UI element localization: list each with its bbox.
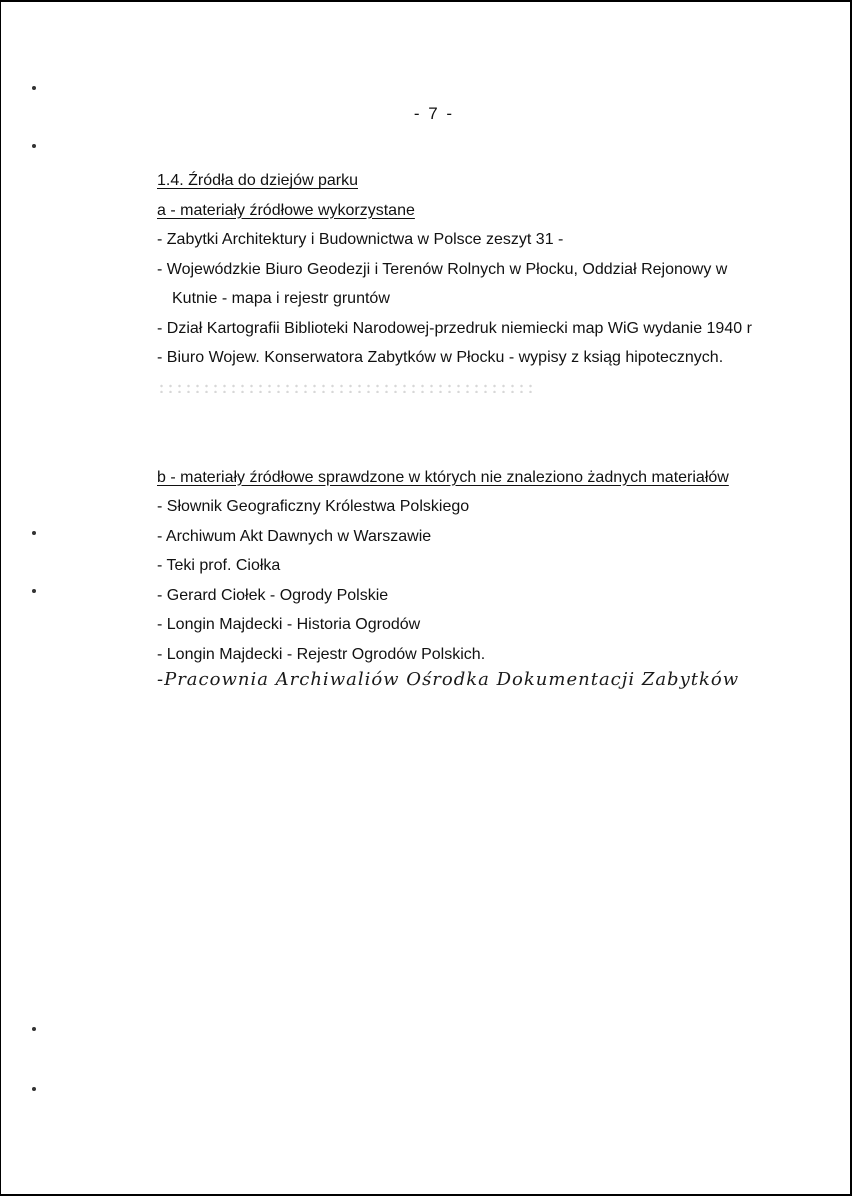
subsection-b-title: b - materiały źródłowe sprawdzone w których nie znaleziono żadnych materiałów [157,468,729,486]
list-item: - Teki prof. Ciołka [157,557,281,574]
page-number: - 7 - [413,104,455,123]
list-item: - Longin Majdecki - Historia Ogrodów [157,616,421,633]
spacer [157,407,807,463]
list-item: - Wojewódzkie Biuro Geodezji i Terenów Rolnych w Płocku, Oddział Rejonowy w [157,260,728,278]
list-item-continuation: Kutnie - mapa i rejestr gruntów [172,290,390,307]
list-item: - Longin Majdecki - Rejestr Ogrodów Polskich. [157,645,486,663]
binding-mark [32,1027,36,1031]
faded-crossed-out-line [157,373,807,407]
binding-mark [32,531,36,535]
list-item: - Dział Kartografii Biblioteki Narodowej-przedruk niemiecki map WiG wydanie 1940 r [157,319,752,337]
document-body [157,166,807,695]
subsection-a-title: a - materiały źródłowe wykorzystane [157,201,415,219]
list-item: - Archiwum Akt Dawnych w Warszawie [157,527,432,545]
binding-mark [32,1087,36,1091]
section-heading: 1.4. Źródła do dziejów parku [157,172,358,189]
list-item: - Gerard Ciołek - Ogrody Polskie [157,586,389,604]
binding-mark [32,589,36,593]
list-item: - Biuro Wojew. Konserwatora Zabytków w Płocku - wypisy z ksiąg hipotecznych. [157,349,724,366]
binding-mark [32,144,36,148]
handwritten-note: -Pracownia Archiwaliów Ośrodka Dokumentacji Zabytków [157,669,740,690]
list-item: - Słownik Geograficzny Królestwa Polskiego [157,498,470,515]
list-item: - Zabytki Architektury i Budownictwa w Polsce zeszyt 31 - [157,231,564,248]
binding-mark [32,86,36,90]
